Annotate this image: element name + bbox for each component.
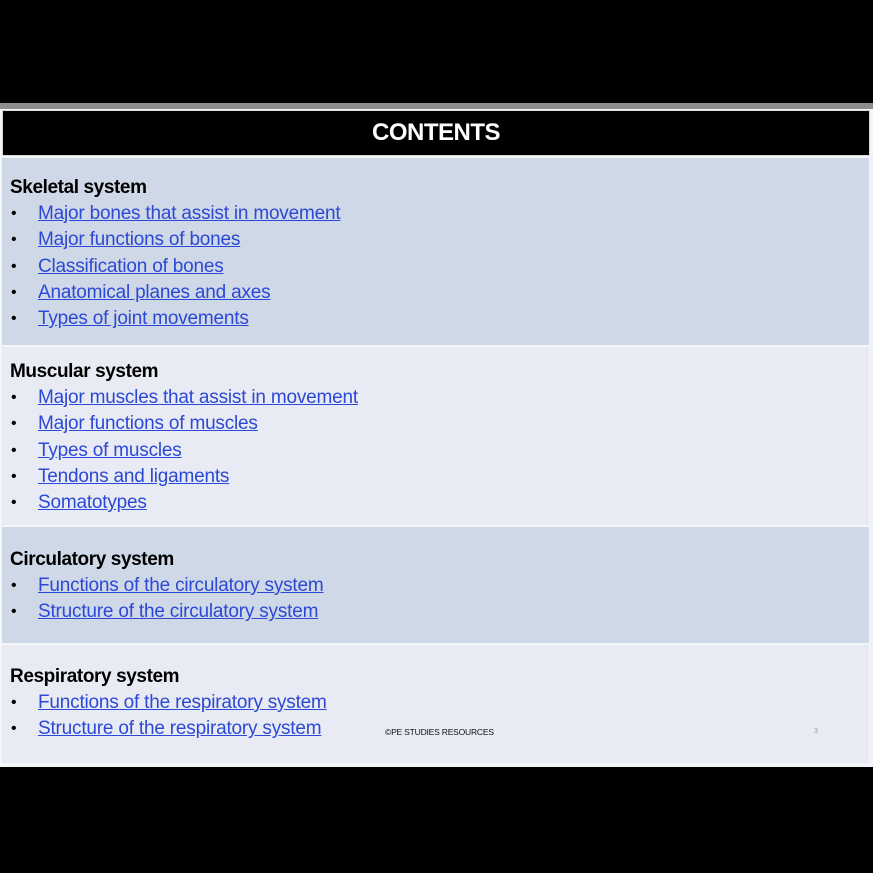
list-item <box>10 490 869 516</box>
section-heading: Skeletal system <box>10 177 147 198</box>
bullet-icon: • <box>11 310 17 328</box>
link-list <box>10 385 869 516</box>
section-heading: Muscular system <box>10 361 159 382</box>
bullet-icon: • <box>11 231 17 249</box>
list-item <box>10 599 869 625</box>
link-tendons-ligaments[interactable]: Tendons and ligaments <box>38 465 230 487</box>
section-heading: Circulatory system <box>10 549 174 570</box>
section-muscular <box>2 347 869 525</box>
list-item <box>10 254 869 280</box>
bullet-icon: • <box>11 694 17 711</box>
link-functions-of-bones[interactable]: Major functions of bones <box>38 229 241 251</box>
bullet-icon: • <box>11 494 17 512</box>
list-item <box>10 690 869 716</box>
list-item <box>10 306 869 332</box>
bullet-icon: • <box>11 205 17 222</box>
bullet-icon: • <box>11 720 17 738</box>
section-heading: Respiratory system <box>10 666 180 687</box>
link-major-bones[interactable]: Major bones that assist in movement <box>38 203 341 224</box>
bullet-icon: • <box>11 577 17 594</box>
link-list <box>10 201 869 332</box>
link-classification-of-bones[interactable]: Classification of bones <box>38 255 224 277</box>
section-circulatory <box>2 527 869 643</box>
bullet-icon: • <box>11 283 17 301</box>
link-major-muscles[interactable]: Major muscles that assist in movement <box>38 387 358 408</box>
bullet-icon: • <box>11 441 17 459</box>
top-strip <box>0 103 873 109</box>
link-types-of-muscles[interactable]: Types of muscles <box>38 439 182 461</box>
bullet-icon: • <box>11 389 17 406</box>
link-respiratory-structure[interactable]: Structure of the respiratory system <box>38 718 322 740</box>
list-item <box>10 464 869 490</box>
page-number: 3 <box>814 728 818 735</box>
section-respiratory <box>2 645 869 763</box>
link-respiratory-functions[interactable]: Functions of the respiratory system <box>38 692 327 713</box>
link-somatotypes[interactable]: Somatotypes <box>38 492 147 514</box>
link-circulatory-structure[interactable]: Structure of the circulatory system <box>38 601 319 623</box>
list-item <box>10 385 869 411</box>
link-functions-of-muscles[interactable]: Major functions of muscles <box>38 413 258 435</box>
bullet-icon: • <box>11 603 17 621</box>
list-item <box>10 438 869 464</box>
slide-title: CONTENTS <box>372 119 500 146</box>
section-skeletal <box>2 158 869 345</box>
list-item <box>10 227 869 253</box>
title-bar <box>2 110 870 156</box>
bullet-icon: • <box>11 467 17 485</box>
list-item <box>10 573 869 599</box>
contents-slide <box>0 103 873 767</box>
link-circulatory-functions[interactable]: Functions of the circulatory system <box>38 575 324 596</box>
footer-copyright: ©PE STUDIES RESOURCES <box>385 727 494 737</box>
link-anatomical-planes[interactable]: Anatomical planes and axes <box>38 281 271 303</box>
list-item <box>10 411 869 437</box>
list-item <box>10 201 869 227</box>
bullet-icon: • <box>11 415 17 433</box>
list-item <box>10 280 869 306</box>
link-list <box>10 573 869 626</box>
link-joint-movements[interactable]: Types of joint movements <box>38 308 249 330</box>
bullet-icon: • <box>11 257 17 275</box>
